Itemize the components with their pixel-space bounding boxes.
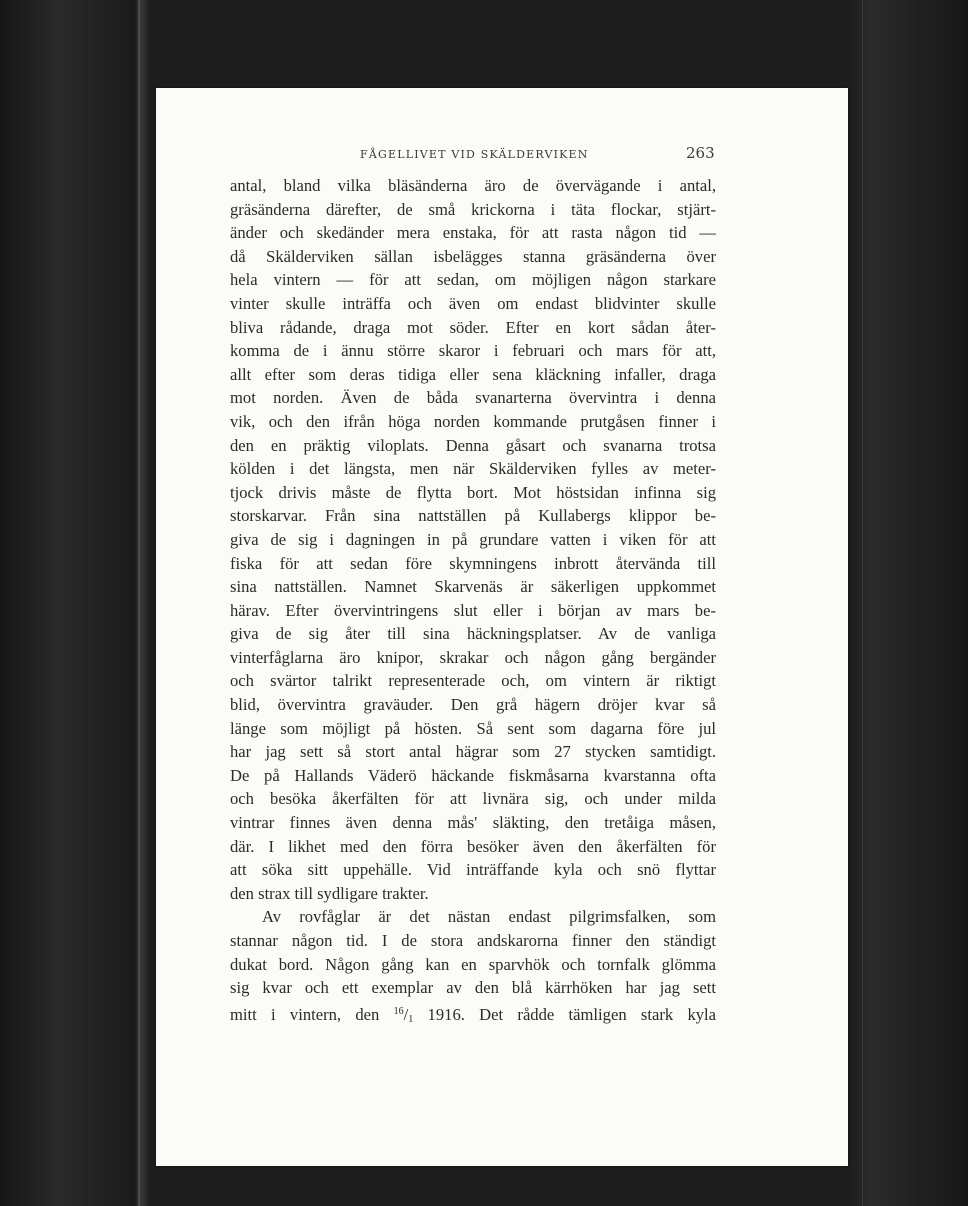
text-line: De på Hallands Väderö häckande fiskmåsarna kvarstanna ofta (230, 765, 716, 785)
text-line: mot norden. Även de båda svanarterna övervintra i denna (230, 388, 716, 408)
page-header (156, 144, 848, 168)
text-line: där. I likhet med den förra besöker även den åkerfälten för (230, 836, 716, 856)
page-number: 263 (686, 144, 715, 162)
text-line-with-date: mitt i vintern, den $^{16}/_1$ 1916. Det rådde tämligen stark kyla (230, 1004, 717, 1025)
scan-streak (862, 0, 863, 1206)
text-line: tjock drivis måste de flytta bort. Mot höstsidan infinna sig (230, 482, 716, 502)
text-line: den en präktig viloplats. Denna gåsart och svanarna trotsa (230, 435, 716, 455)
text-fragment: 1916. Det rådde tämligen stark kyla (427, 1004, 717, 1024)
text-line: länge som möjligt på hösten. Så sent som dagarna före jul (230, 718, 716, 738)
text-line: allt efter som deras tidiga eller sena kläckning infaller, draga (230, 364, 716, 384)
text-line: vinter skulle inträffa och även om endast blidvinter skulle (230, 293, 716, 313)
text-line: blid, övervintra graväuder. Den grå hägern dröjer kvar så (230, 695, 716, 715)
text-line: änder och skedänder mera enstaka, för att rasta någon tid — (230, 223, 716, 243)
date-month: 1 (408, 1013, 414, 1025)
text-line: dukat bord. Någon gång kan en sparvhök och tornfalk glömma (230, 954, 716, 974)
text-line: storskarvar. Från sina nattställen på Kullabergs klippor be- (230, 506, 716, 526)
text-line: sig kvar och ett exemplar av den blå kärrhöken har jag sett (230, 978, 716, 998)
text-line: vintrar finnes även denna mås' släkting, den tretåiga måsen, (230, 813, 716, 833)
text-line: vinterfåglarna äro knipor, skrakar och någon gång bergänder (230, 647, 716, 667)
text-line: då Skälderviken sällan isbelägges stanna gräsänderna över (230, 246, 716, 266)
paragraph-1 (230, 174, 716, 905)
text-line: och besöka åkerfälten för att livnära sig, och under milda (230, 789, 716, 809)
date-day: 16 (393, 1005, 404, 1017)
text-line: giva de sig åter till sina häckningsplatser. Av de vanliga (230, 624, 716, 644)
text-line: att söka sitt uppehälle. Vid inträffande kyla och snö flyttar (230, 860, 716, 880)
text-line: vik, och den ifrån höga norden kommande prutgåsen finner i (230, 411, 716, 431)
text-line: stannar någon tid. I de stora andskarorna finner den ständigt (230, 931, 716, 950)
text-line: komma de i ännu större skaror i februari och mars för att, (230, 341, 716, 361)
text-line: gräsänderna därefter, de små krickorna i täta flockar, stjärt- (230, 199, 716, 219)
text-line: sina nattställen. Namnet Skarvenäs är säkerligen uppkommet (230, 577, 716, 597)
text-line: Av rovfåglar är det nästan endast pilgrimsfalken, som (262, 907, 716, 927)
text-line: har jag sett så stort antal hägrar som 27 stycken samtidigt. (230, 742, 716, 762)
scan-streak (138, 0, 140, 1206)
text-line: giva de sig i dagningen in på grundare vatten i viken för att (230, 529, 716, 549)
paragraph-2 (230, 905, 716, 1031)
text-line: kölden i det längsta, men när Skälderviken fylles av meter- (230, 459, 716, 479)
book-page (156, 88, 848, 1166)
body-text (230, 174, 716, 1031)
text-line: och svärtor talrikt representerade och, om vintern är riktigt (230, 671, 716, 691)
text-line: hela vintern — för att sedan, om möjligen någon starkare (230, 270, 716, 290)
text-fragment: mitt i vintern, den (230, 1004, 380, 1024)
text-line: bliva rådande, draga mot söder. Efter en kort sådan åter- (230, 317, 716, 337)
text-line: härav. Efter övervintringens slut eller i början av mars be- (230, 600, 716, 620)
text-line: antal, bland vilka bläsänderna äro de övervägande i antal, (230, 176, 716, 195)
text-line: fiska för att sedan före skymningens inbrott återvända till (230, 553, 716, 573)
running-title: FÅGELLIVET VID SKÄLDERVIKEN (360, 148, 589, 161)
text-line: den strax till sydligare trakter. (230, 883, 429, 903)
